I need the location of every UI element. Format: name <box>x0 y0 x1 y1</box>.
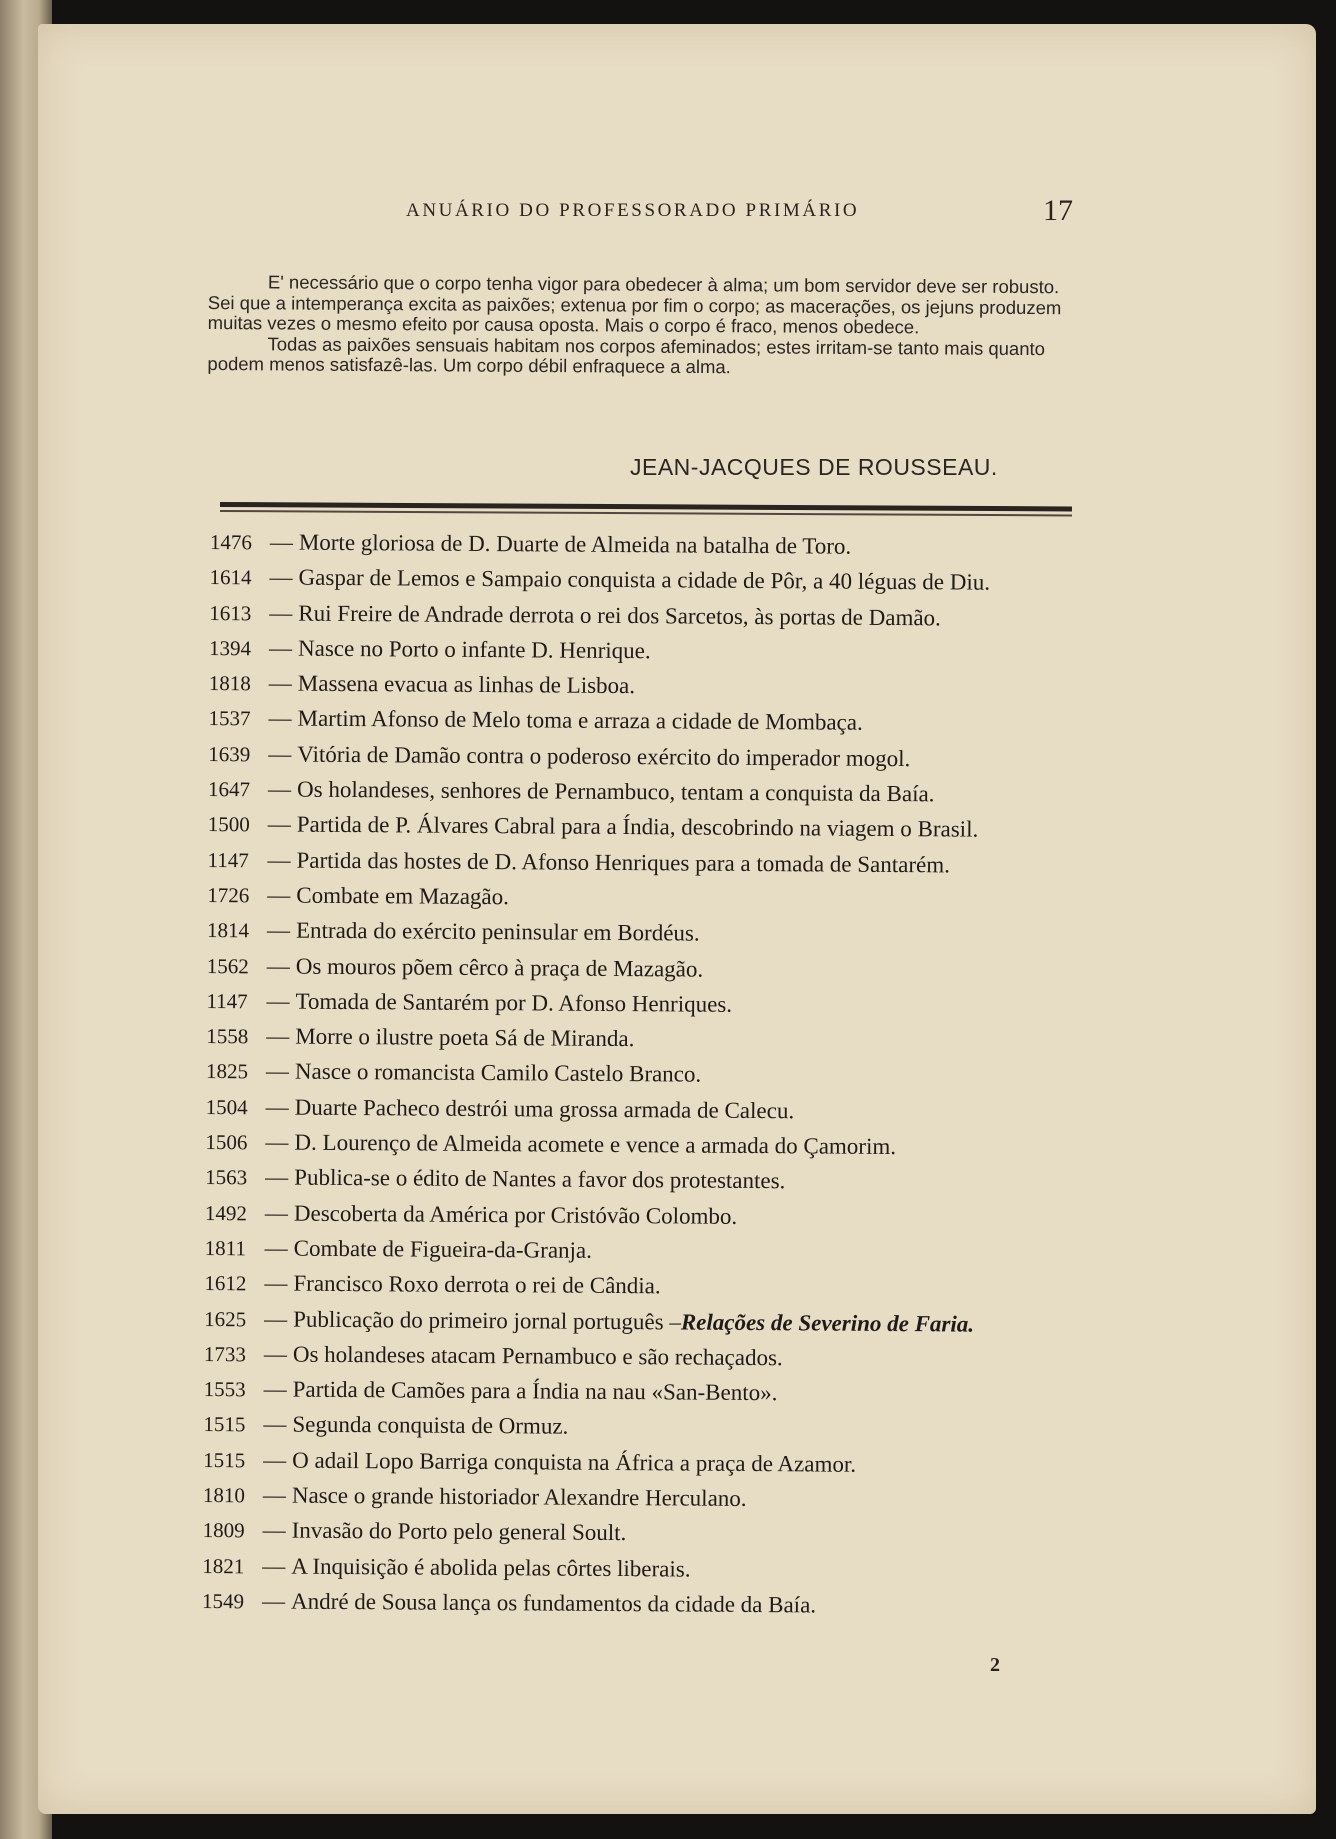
event-year: 1558 <box>206 1024 249 1049</box>
event-dash: — <box>266 1023 290 1049</box>
event-row <box>202 1512 1082 1554</box>
event-dash: — <box>264 1270 288 1296</box>
event-text: Os holandeses atacam Pernambuco e são rechaçados. <box>292 1341 783 1371</box>
event-dash: — <box>264 1235 288 1261</box>
event-text: Rui Freire de Andrade derrota o rei dos Sarcetos, às portas de Damão. <box>298 600 941 630</box>
event-text: André de Sousa lança os fundamentos da cidade da Baía. <box>291 1588 817 1618</box>
event-year: 1625 <box>204 1306 247 1331</box>
event-dash: — <box>267 882 291 908</box>
event-year: 1614 <box>209 565 252 590</box>
event-dash: — <box>263 1411 287 1438</box>
event-year: 1515 <box>203 1412 246 1437</box>
event-dash: — <box>266 917 291 943</box>
event-row <box>202 1583 1082 1625</box>
event-text: Nasce no Porto o infante D. Henrique. <box>298 635 651 664</box>
event-text: Tomada de Santarém por D. Afonso Henriques. <box>295 988 733 1017</box>
event-year: 1515 <box>203 1447 246 1473</box>
event-text: Os holandeses, senhores de Pernambuco, tentam a conquista da Baía. <box>296 776 935 807</box>
event-year: 1733 <box>203 1341 247 1367</box>
event-text: Francisco Roxo derrota o rei de Cândia. <box>293 1270 661 1299</box>
event-text: Partida de P. Álvares Cabral para a Índia, descobrindo na viagem o Brasil. <box>296 812 979 843</box>
event-year: 1563 <box>205 1165 248 1190</box>
event-year: 1818 <box>208 671 251 696</box>
event-dash: — <box>265 1129 289 1155</box>
event-year: 1492 <box>204 1200 248 1225</box>
event-year: 1726 <box>207 882 250 908</box>
event-text: Vitória de Damão contra o poderoso exército do imperador mogol. <box>297 741 911 771</box>
event-dash: — <box>263 1341 288 1367</box>
event-row <box>205 1159 1085 1201</box>
event-text: Morre o ilustre poeta Sá de Miranda. <box>295 1023 635 1052</box>
event-year: 1810 <box>202 1482 245 1508</box>
event-dash: — <box>269 600 293 626</box>
event-year: 1549 <box>202 1588 245 1614</box>
event-dash: — <box>263 1447 287 1473</box>
event-text: Partida de Camões para a Índia na nau «San-Bento». <box>292 1376 778 1406</box>
event-dash: — <box>269 564 293 590</box>
event-dash: — <box>263 1376 287 1402</box>
event-dash: — <box>262 1482 286 1508</box>
event-dash: — <box>267 811 291 837</box>
quote-paragraph-2: Todas as paixões sensuais habitam nos corpos afeminados; estes irritam-se tanto mais quanto podem menos satisfazê-las. Um corpo débil enfraquece a alma. <box>207 332 1046 378</box>
quote-author: JEAN-JACQUES DE ROUSSEAU. <box>630 454 998 480</box>
event-year: 1147 <box>207 847 249 872</box>
book-page <box>38 24 1316 1814</box>
event-year: 1537 <box>208 706 251 731</box>
event-row <box>206 1053 1086 1095</box>
event-text: Descoberta da América por Cristóvão Colombo. <box>293 1200 738 1229</box>
event-text: Os mouros põem cêrco à praça de Mazagão. <box>295 953 704 982</box>
event-row <box>203 1406 1083 1448</box>
event-dash: — <box>262 1517 286 1543</box>
event-text: Morte gloriosa de D. Duarte de Almeida na batalha de Toro. <box>298 529 852 559</box>
event-year: 1809 <box>202 1518 245 1543</box>
event-year: 1476 <box>209 529 252 555</box>
event-text: Publicação do primeiro jornal português – <box>293 1306 681 1335</box>
event-text: Martim Afonso de Melo toma e arraza a cidade de Mombaça. <box>297 706 863 736</box>
event-dash: — <box>265 1094 289 1120</box>
event-dash: — <box>267 776 292 802</box>
event-dash: — <box>265 1164 289 1190</box>
event-text: Combate em Mazagão. <box>296 882 510 910</box>
event-year: 1562 <box>206 953 249 978</box>
event-text: A Inquisição é abolida pelas côrtes liberais. <box>291 1553 691 1582</box>
event-dash: — <box>269 635 293 661</box>
event-dash: — <box>269 529 293 555</box>
event-dash: — <box>262 1553 286 1579</box>
event-text: Gaspar de Lemos e Sampaio conquista a cidade de Pôr, a 40 léguas de Diu. <box>298 564 991 596</box>
signature-mark: 2 <box>990 1654 1000 1676</box>
page-number: 17 <box>1043 194 1073 227</box>
rousseau-quote <box>207 272 1078 380</box>
event-year: 1814 <box>206 918 250 943</box>
event-dash: — <box>262 1588 286 1614</box>
event-dash: — <box>264 1200 289 1226</box>
event-row <box>209 559 1089 601</box>
event-year: 1506 <box>205 1130 248 1155</box>
event-text: Massena evacua as linhas de Lisboa. <box>297 670 636 699</box>
event-dash: — <box>266 952 290 979</box>
running-head: ANUÁRIO DO PROFESSORADO PRIMÁRIO <box>406 200 860 221</box>
event-year: 1394 <box>209 635 252 661</box>
event-year: 1825 <box>205 1059 249 1084</box>
event-text: Entrada do exército peninsular em Bordéus. <box>295 917 700 946</box>
event-row <box>207 912 1087 954</box>
event-year: 1647 <box>207 777 251 802</box>
event-year: 1147 <box>206 988 248 1014</box>
event-text: Nasce o romancista Camilo Castelo Branco. <box>294 1059 702 1088</box>
event-dash: — <box>266 988 290 1014</box>
event-dash: — <box>268 705 292 732</box>
event-row <box>208 806 1088 848</box>
event-year: 1811 <box>204 1235 247 1261</box>
event-dash: — <box>265 1058 290 1085</box>
historical-events-list <box>202 524 1090 1625</box>
event-text-italic: Relações de Severino de Faria. <box>680 1309 975 1337</box>
event-dash: — <box>267 847 291 873</box>
event-year: 1821 <box>202 1553 245 1578</box>
event-text: Nasce o grande historiador Alexandre Herculano. <box>291 1482 747 1511</box>
event-text: Segunda conquista de Ormuz. <box>292 1412 569 1440</box>
event-dash: — <box>268 670 292 696</box>
event-year: 1500 <box>207 812 250 837</box>
event-row <box>204 1265 1084 1307</box>
event-year: 1639 <box>208 741 251 767</box>
event-year: 1504 <box>205 1094 248 1120</box>
divider-rule-thin <box>220 510 1072 516</box>
event-text: Invasão do Porto pelo general Soult. <box>291 1517 627 1546</box>
event-text: Partida das hostes de D. Afonso Henriques para a tomada de Santarém. <box>296 847 951 878</box>
page-header <box>38 194 1316 234</box>
quote-paragraph-1: E' necessário que o corpo tenha vigor para obedecer à alma; um bom servidor deve ser robusto. Sei que a intemperança excita as paixões; extenua por fim o corpo; as macerações, os jejuns produzem muitas vezes o mesmo efeito por causa oposta. Mais o corpo é fraco, menos obedece. <box>207 271 1062 338</box>
event-year: 1613 <box>209 600 252 625</box>
event-dash: — <box>268 741 292 767</box>
event-text: O adail Lopo Barriga conquista na África a praça de Azamor. <box>292 1447 857 1477</box>
event-text: D. Lourenço de Almeida acomete e vence a armada do Çamorim. <box>294 1129 897 1160</box>
event-text: Combate de Figueira-da-Granja. <box>293 1235 593 1263</box>
event-dash: — <box>264 1305 288 1332</box>
event-text: Publica-se o édito de Nantes a favor dos protestantes. <box>294 1164 786 1194</box>
event-text: Duarte Pacheco destrói uma grossa armada de Calecu. <box>294 1094 795 1124</box>
event-year: 1612 <box>204 1271 247 1296</box>
event-year: 1553 <box>203 1377 246 1402</box>
